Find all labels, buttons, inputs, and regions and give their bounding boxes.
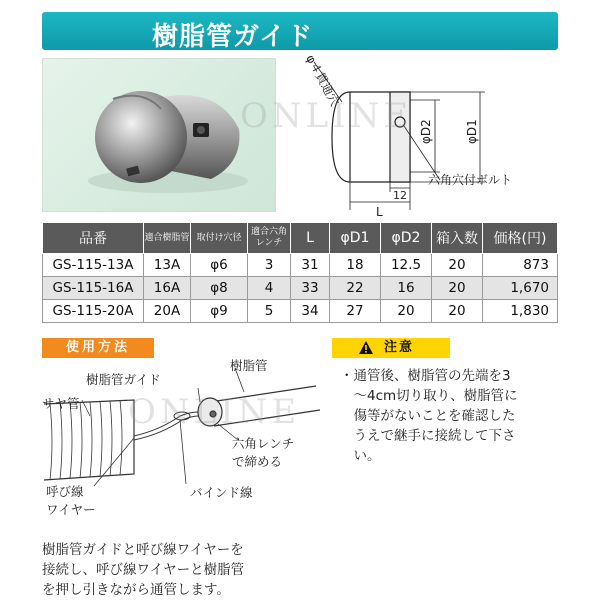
- cell: 18: [330, 254, 381, 277]
- usage-label-guide: 樹脂管ガイド: [86, 372, 161, 387]
- usage-description: [42, 540, 342, 600]
- cell: 3: [248, 254, 291, 277]
- watermark: ONLINE: [240, 96, 413, 136]
- cell: 12.5: [381, 254, 432, 277]
- usage-label-sheath: サヤ管: [42, 396, 80, 411]
- label-d1: φD1: [465, 119, 479, 144]
- table-row: [43, 277, 558, 300]
- caution-line: い。: [340, 448, 381, 464]
- caution-badge: [332, 338, 450, 358]
- label-l: L: [376, 205, 383, 219]
- cell: 20A: [144, 300, 191, 323]
- usage-line: を押し引きながら通管します。: [42, 582, 230, 598]
- cell: 5: [248, 300, 291, 323]
- col-header: 箱入数: [432, 223, 483, 254]
- cell: 20: [432, 277, 483, 300]
- cell: 1,670: [483, 277, 558, 300]
- usage-line: 樹脂管ガイドと呼び線ワイヤーを: [42, 542, 244, 558]
- label-12: 12: [393, 189, 407, 202]
- cell: 4: [248, 277, 291, 300]
- cell: 20: [381, 300, 432, 323]
- col-header: 適合樹脂管: [144, 223, 191, 254]
- warning-icon: [358, 340, 374, 355]
- usage-label-bind: バインド線: [190, 485, 253, 500]
- cell: 31: [291, 254, 330, 277]
- table-header-row: [43, 223, 558, 254]
- caution-line: 傷等がないことを確認した: [340, 408, 516, 424]
- cell: 13A: [144, 254, 191, 277]
- watermark: ONLINE: [128, 392, 301, 432]
- col-header: 適合六角レンチ: [248, 223, 291, 254]
- label-hex-bolt: 六角穴付ボルト: [428, 173, 513, 187]
- cell: 16A: [144, 277, 191, 300]
- col-header: 品番: [43, 223, 144, 254]
- usage-label-pipe: 樹脂管: [230, 358, 268, 373]
- caution-line: ～4cm切り取り、樹脂管に: [340, 388, 518, 404]
- caution-description: [340, 366, 555, 466]
- cell: φ9: [191, 300, 248, 323]
- cell: 20: [432, 254, 483, 277]
- cell: 33: [291, 277, 330, 300]
- col-header: 取付け穴径: [191, 223, 248, 254]
- spec-table: [42, 222, 558, 323]
- table-row: [43, 300, 558, 323]
- cell: GS-115-13A: [43, 254, 144, 277]
- usage-label-wire-2: ワイヤー: [46, 502, 96, 517]
- usage-label-wrench-1: 六角レンチ: [232, 436, 295, 451]
- cell: 16: [381, 277, 432, 300]
- cell: 1,830: [483, 300, 558, 323]
- label-d2: φD2: [419, 119, 433, 144]
- table-row: [43, 254, 558, 277]
- cell: 22: [330, 277, 381, 300]
- caution-line: うえで継手に接続して下さ: [340, 428, 516, 444]
- caution-line: ・通管後、樹脂管の先端を3: [340, 368, 511, 384]
- cell: 34: [291, 300, 330, 323]
- cell: 20: [432, 300, 483, 323]
- cell: φ6: [191, 254, 248, 277]
- usage-line: 接続し、呼び線ワイヤーと樹脂管: [42, 562, 245, 578]
- col-header: 価格(円): [483, 223, 558, 254]
- cell: φ8: [191, 277, 248, 300]
- col-header: L: [291, 223, 330, 254]
- cell: GS-115-20A: [43, 300, 144, 323]
- title-banner: [42, 12, 558, 50]
- usage-label-wrench-2: で締める: [232, 454, 283, 469]
- cell: GS-115-16A: [43, 277, 144, 300]
- cell: 873: [483, 254, 558, 277]
- cell: 27: [330, 300, 381, 323]
- col-header: φD1: [330, 223, 381, 254]
- caution-label: 注意: [384, 340, 415, 355]
- page-title: 樹脂管ガイド: [152, 22, 314, 52]
- dimension-diagram: [280, 52, 580, 222]
- col-header: φD2: [381, 223, 432, 254]
- usage-badge: 使用方法: [42, 338, 154, 358]
- usage-label-wire-1: 呼び線: [46, 484, 84, 499]
- label-through-hole: φ４貫通穴: [303, 52, 342, 109]
